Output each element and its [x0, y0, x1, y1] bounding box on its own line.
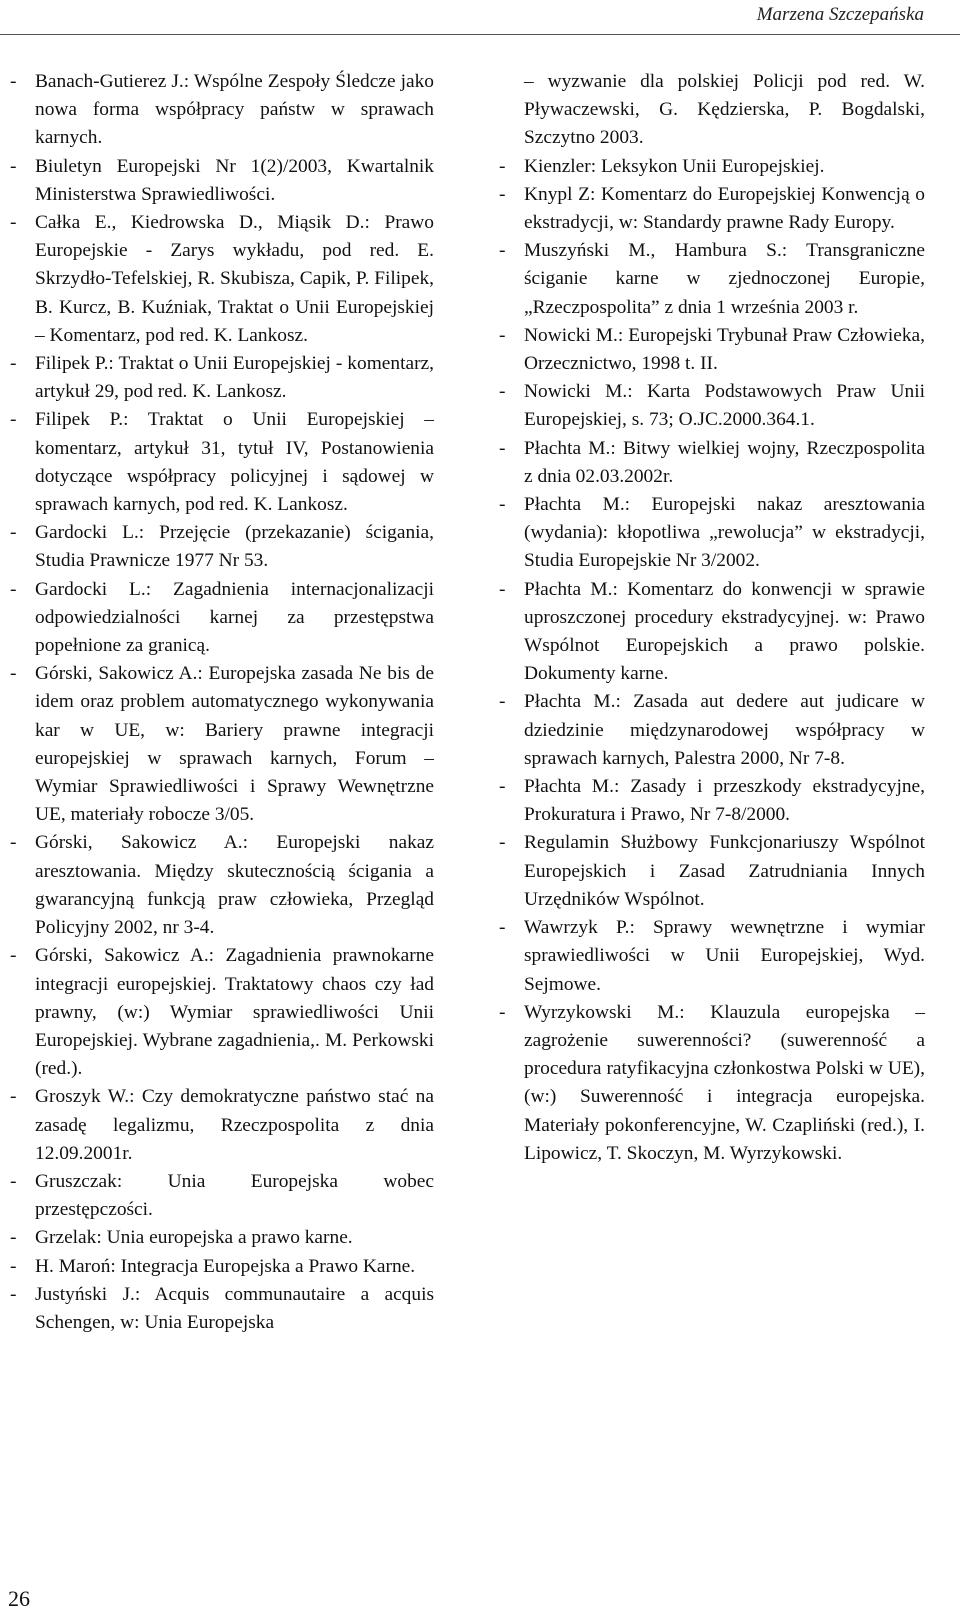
bibliography-entry: - Biuletyn Europejski Nr 1(2)/2003, Kwartalnik Ministerstwa Sprawiedliwości. — [10, 155, 434, 205]
entry-text: Całka E., Kiedrowska D., Miąsik D.: Prawo Europejskie - Zarys wykładu, pod red. E. Skrzydło-Tefelskiej, R. Skubisza, Capik, P. Filipek, B. Kurcz, B. Kuźniak, Traktat o Unii Europejskiej – Komentarz, pod red. K. Lankosz. — [35, 212, 434, 346]
entry-text: H. Maroń: Integracja Europejska a Prawo Karne. — [35, 1255, 416, 1277]
entry-text: – wyzwanie dla polskiej Policji pod red. W. Pływaczewski, G. Kędzierska, P. Bogdalski, Szczytno 2003. — [524, 71, 925, 149]
bibliography-list-left — [8, 68, 434, 1337]
bibliography-entry: - Knypl Z: Komentarz do Europejskiej Konwencją o ekstradycji, w: Standardy prawne Rady Europy. — [499, 183, 925, 234]
bibliography-entry: - Nowicki M.: Karta Podstawowych Praw Unii Europejskiej, s. 73; O.JC.2000.364.1. — [499, 381, 925, 431]
bibliography-entry: - Górski, Sakowicz A.: Zagadnienia prawnokarne integracji europejskiej. Traktatowy chaos czy ład prawny, (w:) Wymiar sprawiedliwości Unii Europejskiej. Wybrane zagadnienia,. M. Perkowski (red.). — [10, 945, 434, 1080]
entry-text: Płachta M.: Zasady i przeszkody ekstradycyjne, Prokuratura i Prawo, Nr 7-8/2000. — [524, 776, 925, 826]
bibliography-column-left — [8, 68, 434, 1337]
entry-text: Nowicki M.: Karta Podstawowych Praw Unii Europejskiej, s. 73; O.JC.2000.364.1. — [524, 381, 925, 431]
entry-text: Płachta M.: Bitwy wielkiej wojny, Rzeczpospolita z dnia 02.03.2002r. — [524, 437, 925, 487]
bibliography-column-right — [497, 68, 925, 1168]
bibliography-entry: - Gardocki L.: Przejęcie (przekazanie) ścigania, Studia Prawnicze 1977 Nr 53. — [10, 522, 434, 572]
header-rule — [0, 34, 960, 35]
entry-text: Wyrzykowski M.: Klauzula europejska – zagrożenie suwerenności? (suwerenność a procedura ratyfikacyjna członkostwa Polski w UE), (w:) Suwerenność i integracja europejska. Materiały pokonferencyjne, W. Czapliński (red.), I. Lipowicz, T. Skoczyn, M. Wyrzykowski. — [524, 1001, 925, 1164]
entry-text: Nowicki M.: Europejski Trybunał Praw Człowieka, Orzecznictwo, 1998 t. II. — [524, 324, 925, 375]
bibliography-entry: - Justyński J.: Acquis communautaire a acquis Schengen, w: Unia Europejska — [10, 1283, 434, 1333]
bibliography-entry: - Regulamin Służbowy Funkcjonariuszy Wspólnot Europejskich i Zasad Zatrudniania Innych Urzędników Wspólnot. — [499, 832, 925, 910]
page-number: 26 — [8, 1586, 30, 1611]
bibliography-list-right — [497, 68, 925, 1168]
bibliography-entry: - Filipek P.: Traktat o Unii Europejskiej - komentarz, artykuł 29, pod red. K. Lankosz. — [10, 353, 434, 403]
entry-text: Filipek P.: Traktat o Unii Europejskiej - komentarz, artykuł 29, pod red. K. Lankosz. — [35, 353, 434, 403]
entry-text: Knypl Z: Komentarz do Europejskiej Konwencją o ekstradycji, w: Standardy prawne Rady Europy. — [524, 183, 925, 234]
entry-text: Regulamin Służbowy Funkcjonariuszy Wspólnot Europejskich i Zasad Zatrudniania Innych Urzędników Wspólnot. — [524, 832, 925, 910]
entry-text: Gruszczak: Unia Europejska wobec przestępczości. — [35, 1170, 434, 1221]
entry-text: Płachta M.: Zasada aut dedere aut judicare w dziedzinie międzynarodowej współpracy w sprawach karnych, Palestra 2000, Nr 7-8. — [524, 691, 925, 769]
entry-text: Muszyński M., Hambura S.: Transgraniczne ściganie karne w zjednoczonej Europie, „Rzeczpospolita” z dnia 1 września 2003 r. — [524, 240, 925, 318]
entry-text: Górski, Sakowicz A.: Europejski nakaz aresztowania. Między skutecznością ścigania a gwarancyjną funkcją praw człowieka, Przegląd Policyjny 2002, nr 3-4. — [35, 832, 434, 939]
entry-text: Kienzler: Leksykon Unii Europejskiej. — [524, 155, 825, 177]
bibliography-entry: - Muszyński M., Hambura S.: Transgraniczne ściganie karne w zjednoczonej Europie, „Rzeczpospolita” z dnia 1 września 2003 r. — [499, 240, 925, 318]
bibliography-entry: - Banach-Gutierez J.: Wspólne Zespoły Śledcze jako nowa forma współpracy państw w sprawach karnych. — [10, 71, 434, 149]
bibliography-entry: - Górski, Sakowicz A.: Europejska zasada Ne bis de idem oraz problem automatycznego wykonywania kar w UE, w: Bariery prawne integracji europejskiej w sprawach karnych, Forum – Wymiar Sprawiedliwości i Sprawy Wewnętrzne UE, materiały robocze 3/05. — [10, 663, 434, 826]
bibliography-entry: - Nowicki M.: Europejski Trybunał Praw Człowieka, Orzecznictwo, 1998 t. II. — [499, 324, 925, 375]
bibliography-entry: - Płachta M.: Zasady i przeszkody ekstradycyjne, Prokuratura i Prawo, Nr 7-8/2000. — [499, 776, 925, 826]
entry-text: Justyński J.: Acquis communautaire a acquis Schengen, w: Unia Europejska — [35, 1283, 434, 1333]
entry-text: Górski, Sakowicz A.: Europejska zasada Ne bis de idem oraz problem automatycznego wykonywania kar w UE, w: Bariery prawne integracji europejskiej w sprawach karnych, Forum – Wymiar Sprawiedliwości i Sprawy Wewnętrzne UE, materiały robocze 3/05. — [35, 663, 434, 826]
bibliography-entry: - Grzelak: Unia europejska a prawo karne. — [10, 1227, 353, 1249]
bibliography-entry: - Płachta M.: Europejski nakaz aresztowania (wydania): kłopotliwa „rewolucja” w ekstradycji, Studia Europejskie Nr 3/2002. — [499, 494, 925, 572]
entry-text: Banach-Gutierez J.: Wspólne Zespoły Śledcze jako nowa forma współpracy państw w sprawach karnych. — [35, 71, 434, 149]
bibliography-entry-continuation — [497, 68, 925, 153]
bibliography-entry: - Wyrzykowski M.: Klauzula europejska – zagrożenie suwerenności? (suwerenność a procedura ratyfikacyjna członkostwa Polski w UE), (w:) Suwerenność i integracja europejska. Materiały pokonferencyjne, W. Czapliński (red.), I. Lipowicz, T. Skoczyn, M. Wyrzykowski. — [499, 1001, 925, 1164]
entry-text: Płachta M.: Europejski nakaz aresztowania (wydania): kłopotliwa „rewolucja” w ekstradycji, Studia Europejskie Nr 3/2002. — [524, 494, 925, 572]
bibliography-entry: - Kienzler: Leksykon Unii Europejskiej. — [499, 155, 825, 177]
bibliography-entry: - H. Maroń: Integracja Europejska a Prawo Karne. — [10, 1255, 416, 1277]
bibliography-entry: - Gardocki L.: Zagadnienia internacjonalizacji odpowiedzialności karnej za przestępstwa popełnione za granicą. — [10, 578, 434, 657]
bibliography-entry: - Płachta M.: Bitwy wielkiej wojny, Rzeczpospolita z dnia 02.03.2002r. — [499, 437, 925, 487]
bibliography-entry: - Płachta M.: Komentarz do konwencji w sprawie uproszczonej procedury ekstradycyjnej. w: Prawo Wspólnot Europejskich a prawo polskie. Dokumenty karne. — [499, 578, 925, 685]
running-header-author: Marzena Szczepańska — [756, 4, 924, 25]
entry-text: Płachta M.: Komentarz do konwencji w sprawie uproszczonej procedury ekstradycyjnej. w: Prawo Wspólnot Europejskich a prawo polskie. Dokumenty karne. — [524, 578, 925, 685]
entry-text: Filipek P.: Traktat o Unii Europejskiej – komentarz, artykuł 31, tytuł IV, Postanowienia dotyczące współpracy policyjnej i sądowej w sprawach karnych, pod red. K. Lankosz. — [35, 409, 434, 516]
entry-text: Biuletyn Europejski Nr 1(2)/2003, Kwartalnik Ministerstwa Sprawiedliwości. — [35, 155, 434, 205]
entry-text: Grzelak: Unia europejska a prawo karne. — [35, 1227, 353, 1249]
bibliography-entry: - Filipek P.: Traktat o Unii Europejskiej – komentarz, artykuł 31, tytuł IV, Postanowienia dotyczące współpracy policyjnej i sądowej w sprawach karnych, pod red. K. Lankosz. — [10, 409, 434, 516]
entry-text: Gardocki L.: Przejęcie (przekazanie) ścigania, Studia Prawnicze 1977 Nr 53. — [35, 522, 434, 572]
entry-text: Gardocki L.: Zagadnienia internacjonalizacji odpowiedzialności karnej za przestępstwa popełnione za granicą. — [35, 578, 434, 657]
entry-text: Górski, Sakowicz A.: Zagadnienia prawnokarne integracji europejskiej. Traktatowy chaos czy ład prawny, (w:) Wymiar sprawiedliwości Unii Europejskiej. Wybrane zagadnienia,. M. Perkowski (red.). — [35, 945, 434, 1080]
bibliography-entry: - Całka E., Kiedrowska D., Miąsik D.: Prawo Europejskie - Zarys wykładu, pod red. E. Skrzydło-Tefelskiej, R. Skubisza, Capik, P. Filipek, B. Kurcz, B. Kuźniak, Traktat o Unii Europejskiej – Komentarz, pod red. K. Lankosz. — [10, 212, 434, 346]
bibliography-entry: - Wawrzyk P.: Sprawy wewnętrzne i wymiar sprawiedliwości w Unii Europejskiej, Wyd. Sejmowe. — [499, 917, 925, 995]
entry-text: Wawrzyk P.: Sprawy wewnętrzne i wymiar sprawiedliwości w Unii Europejskiej, Wyd. Sejmowe. — [524, 917, 925, 995]
bibliography-entry: - Groszyk W.: Czy demokratyczne państwo stać na zasadę legalizmu, Rzeczpospolita z dnia 12.09.2001r. — [10, 1086, 434, 1164]
bibliography-entry: - Płachta M.: Zasada aut dedere aut judicare w dziedzinie międzynarodowej współpracy w sprawach karnych, Palestra 2000, Nr 7-8. — [499, 691, 925, 769]
bibliography-entry: - Górski, Sakowicz A.: Europejski nakaz aresztowania. Między skutecznością ścigania a gwarancyjną funkcją praw człowieka, Przegląd Policyjny 2002, nr 3-4. — [10, 832, 434, 939]
bibliography-entry: - Gruszczak: Unia Europejska wobec przestępczości. — [10, 1170, 434, 1221]
entry-text: Groszyk W.: Czy demokratyczne państwo stać na zasadę legalizmu, Rzeczpospolita z dnia 12.09.2001r. — [35, 1086, 434, 1164]
